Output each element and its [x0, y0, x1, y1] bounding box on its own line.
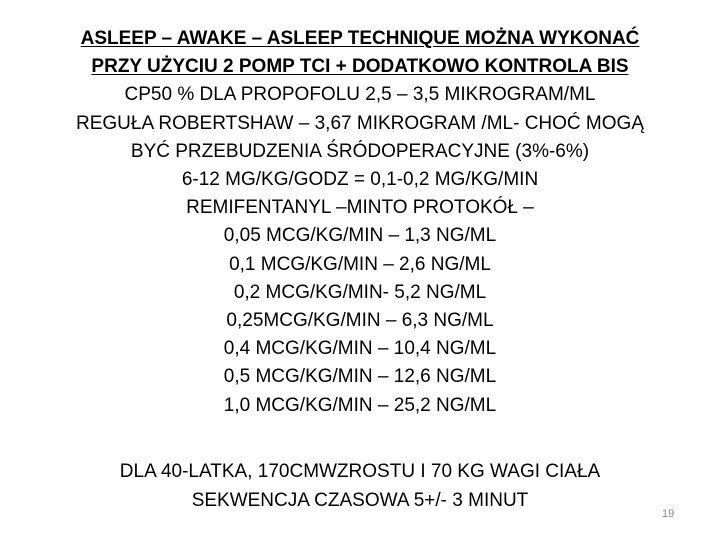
slide-main-text	[20, 25, 700, 420]
body-line-remifentanyl: REMIFENTANYL –MINTO PROTOKÓŁ –	[186, 197, 534, 219]
page-number: 19	[662, 508, 675, 520]
dose-row: 0,5 MCG/KG/MIN – 12,6 NG/ML	[223, 366, 497, 388]
heading-line-2: PRZY UŻYCIU 2 POMP TCI + DODATKOWO KONTROLA BIS	[91, 56, 629, 78]
dose-row: 0,05 MCG/KG/MIN – 1,3 NG/ML	[223, 225, 497, 247]
dose-row: 0,4 MCG/KG/MIN – 10,4 NG/ML	[223, 338, 497, 360]
dose-row: 1,0 MCG/KG/MIN – 25,2 NG/ML	[223, 394, 497, 416]
dose-row: 0,2 MCG/KG/MIN- 5,2 NG/ML	[233, 281, 487, 303]
footer-line-patient: DLA 40-LATKA, 170CMWZROSTU I 70 KG WAGI CIAŁA	[119, 461, 601, 482]
dose-row: 0,25MCG/KG/MIN – 6,3 NG/ML	[226, 310, 494, 332]
footer-line-sequence: SEKWENCJA CZASOWA 5+/- 3 MINUT	[191, 489, 529, 511]
heading-line-1: ASLEEP – AWAKE – ASLEEP TECHNIQUE MOŻNA WYKONAĆ	[80, 28, 640, 49]
dose-row: 0,1 MCG/KG/MIN – 2,6 NG/ML	[229, 253, 491, 275]
body-line-propofol-cp50: CP50 % DLA PROPOFOLU 2,5 – 3,5 MIKROGRAM/ML	[124, 84, 596, 106]
body-line-robertshaw-rule: REGUŁA ROBERTSHAW – 3,67 MIKROGRAM /ML- CHOĆ MOGĄ	[76, 112, 644, 134]
body-line-dose-conversion: 6-12 MG/KG/GODZ = 0,1-0,2 MG/KG/MIN	[181, 169, 539, 191]
slide-footer-text	[20, 458, 700, 515]
body-line-awareness: BYĆ PRZEBUDZENIA ŚRÓDOPERACYJNE (3%-6%)	[130, 140, 590, 162]
